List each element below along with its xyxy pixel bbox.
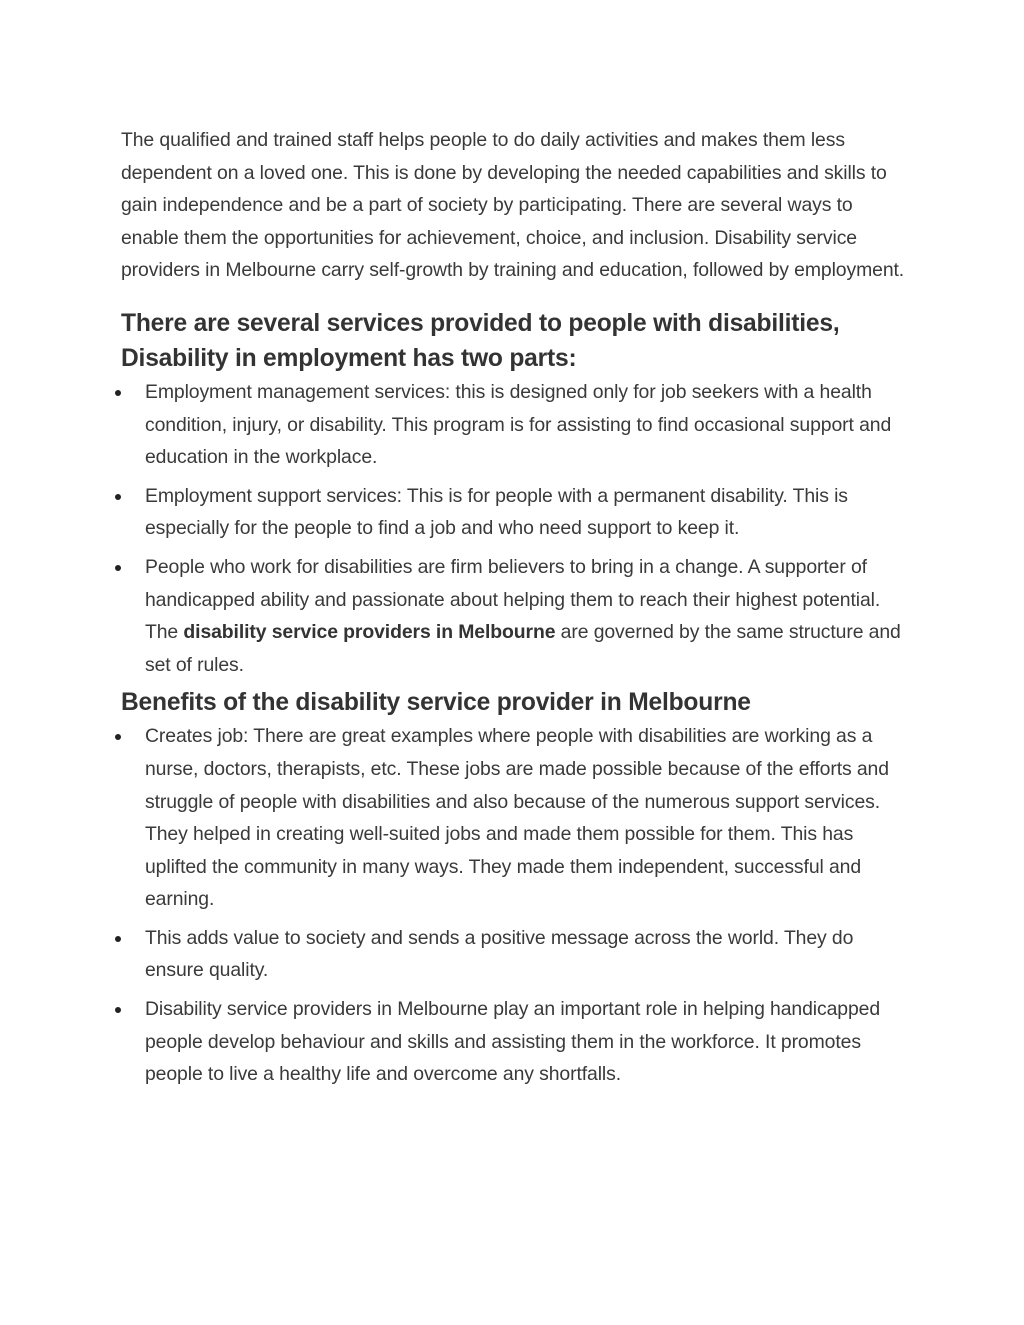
list-item (121, 551, 906, 681)
intro-paragraph: The qualified and trained staff helps people to do daily activities and makes them less dependent on a loved one. This is done by developing the needed capabilities and skills to gain independence and be a part of society by participating. There are several ways to enable them the opportunities for achievement, choice, and inclusion. Disability service providers in Melbourne carry self-growth by training and education, followed by employment. (121, 129, 905, 282)
benefits-heading: Benefits of the disability service provider in Melbourne (121, 689, 751, 717)
list-item-text: This adds value to society and sends a positive message across the world. They do ensure quality. (145, 926, 854, 982)
list-item (121, 376, 906, 474)
services-heading: There are several services provided to people with disabilities, Disability in employment has two parts: (121, 309, 840, 372)
services-list (121, 376, 906, 681)
benefits-list (121, 720, 906, 1091)
document-page (121, 124, 906, 1097)
bullet-icon (115, 565, 121, 571)
list-item-text: Creates job: There are great examples where people with disabilities are working as a nurse, doctors, therapists, etc. These jobs are made possible because of the efforts and struggle of people with disabilities and also because of the numerous support services. They helped in creating well-suited jobs and made them possible for them. This has uplifted the community in many ways. They made them independent, successful and earning. (145, 725, 889, 911)
bold-phrase: disability service providers in Melbourne (183, 621, 556, 644)
bullet-icon (115, 390, 121, 396)
list-item-text: Employment support services: This is for people with a permanent disability. This is especially for the people to find a job and who need support to keep it. (145, 484, 848, 540)
list-item (121, 993, 906, 1091)
list-item-text: are governed by the same structure and set of rules. (145, 621, 901, 676)
list-item-text: People who work for disabilities are firm believers to bring in a change. A supporter of handicapped ability and passionate about helping them to reach their highest potential. The (145, 555, 881, 644)
list-item-text: Disability service providers in Melbourne play an important role in helping handicapped people develop behaviour and skills and assisting them in the workforce. It promotes people to live a healthy life and overcome any shortfalls. (145, 998, 881, 1086)
bullet-icon (115, 936, 121, 942)
list-item (121, 720, 906, 916)
bullet-icon (115, 494, 121, 500)
bullet-icon (115, 1007, 121, 1013)
list-item-text: Employment management services: this is designed only for job seekers with a health condition, injury, or disability. This program is for assisting to find occasional support and education in the workplace. (145, 380, 892, 469)
list-item (121, 922, 906, 987)
bullet-icon (115, 734, 121, 740)
list-item (121, 480, 906, 545)
